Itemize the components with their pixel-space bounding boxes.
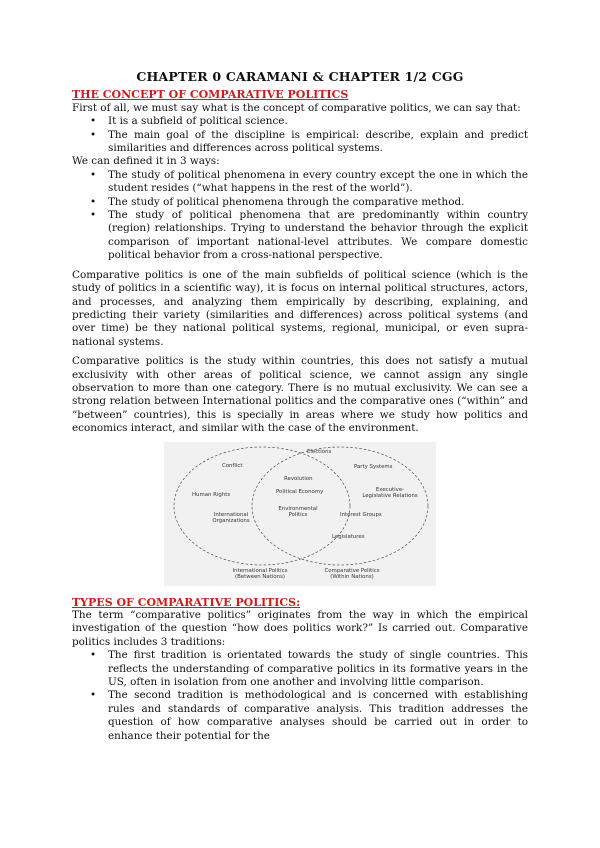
body-paragraph: Comparative politics is one of the main subfields of political science (which is the study of politics in a scientific way), it is focus on internal political structures, actors, and processes, and analyzing them empirically by describing, explaining, and predicting their variety (similarities and differences) across political systems (and over time) be they national political systems, regional, municipal, or even supra-national systems.: [72, 268, 528, 348]
page-title: CHAPTER 0 CARAMANI & CHAPTER 1/2 CGG: [136, 69, 464, 84]
traditions-list: [72, 649, 528, 743]
venn-label-left: International Organizations: [212, 511, 250, 524]
definitions-intro: We can defined it in 3 ways:: [72, 155, 220, 168]
list-item: • The study of political phenomena through the comparative method.: [108, 196, 528, 209]
venn-label-overlap: Revolution: [284, 475, 313, 482]
venn-label-right: Party Systems: [354, 463, 393, 470]
venn-label-overlap: Environmental Politics: [278, 505, 318, 518]
list-item: • The first tradition is orientated towards the study of single countries. This reflects the understanding of comparative politics in its formative years in the US, often in isolation from one another and involving little comparison.: [108, 649, 528, 689]
venn-label-right: Legislatures: [332, 533, 365, 540]
section-heading-concept: THE CONCEPT OF COMPARATIVE POLITICS: [72, 88, 349, 102]
venn-caption-left: International Politics (Between Nations): [232, 567, 288, 580]
list-item: • The study of political phenomena that are predominantly within country (region) relationships. Trying to understand the behavior through the explicit comparison of important national-level attributes. We compare domestic political behavior from a cross-national perspective.: [108, 209, 528, 263]
intro-paragraph: First of all, we must say what is the concept of comparative politics, we can say that:: [72, 101, 521, 114]
venn-circle-international: [174, 447, 350, 565]
concept-bullet-list: [72, 115, 528, 155]
section-heading-types: TYPES OF COMPARATIVE POLITICS:: [72, 595, 301, 609]
body-paragraph: Comparative politics is the study within countries, this does not satisfy a mutual exclusivity with other areas of political science, we cannot assign any single observation to more than one category. There is no mutual exclusivity. We can see a strong relation between International politics and the comparative ones (“within” and “between” countries), this is specially in areas where we study how politics and economics interact, and similar with the case of the environment.: [72, 355, 528, 435]
definitions-list: [72, 169, 528, 263]
venn-label-right: Executive-Legislative Relations: [362, 486, 418, 499]
venn-label-right: Interest Groups: [340, 511, 382, 518]
venn-label-overlap: Political Economy: [276, 488, 324, 495]
list-item: • It is a subfield of political science.: [108, 115, 528, 128]
venn-label-right: Elections: [307, 448, 332, 455]
venn-caption-right: Comparative Politics (Within Nations): [324, 567, 380, 580]
venn-label-left: Conflict: [222, 462, 243, 469]
venn-label-left: Human Rights: [192, 491, 231, 498]
list-item: • The second tradition is methodological and is concerned with establishing rules and standards of comparative analysis. This tradition addresses the question of how comparative analyses should be carried out in order to enhance their potential for the: [108, 689, 528, 743]
venn-diagram-figure: [164, 442, 436, 586]
list-item: • The main goal of the discipline is empirical: describe, explain and predict similarities and differences across political systems.: [108, 129, 528, 156]
list-item: • The study of political phenomena in every country except the one in which the student resides (“what happens in the rest of the world”).: [108, 169, 528, 196]
types-intro-paragraph: The term “comparative politics” originates from the way in which the empirical investigation of the question “how does politics work?” Is carried out. Comparative politics includes 3 traditions:: [72, 608, 528, 648]
